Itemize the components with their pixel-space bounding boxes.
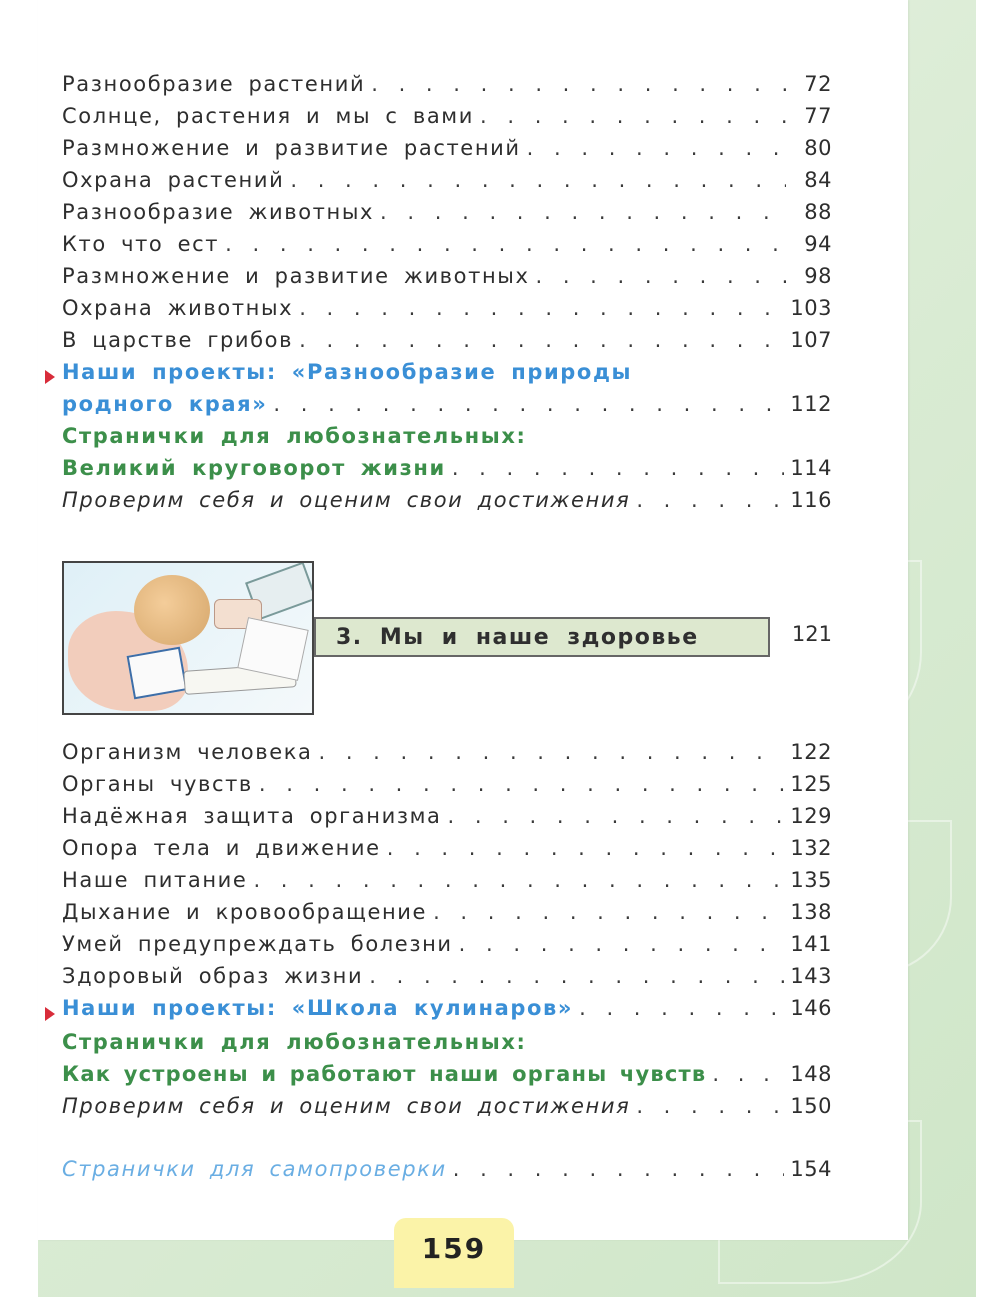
toc-entry[interactable] (62, 964, 832, 996)
toc-entry[interactable] (62, 804, 832, 836)
page-number-tab (394, 1218, 514, 1288)
toc-entry-page: 80 (804, 136, 832, 160)
toc-entry[interactable] (62, 328, 832, 360)
toc-entry-title: Проверим себя и оценим свои достижения (62, 488, 631, 512)
toc-entry[interactable] (62, 264, 832, 296)
toc-entry-page: 154 (790, 1157, 832, 1181)
toc-entry-page: 141 (790, 932, 832, 956)
toc-entry-title: Проверим себя и оценим свои достижения (62, 1094, 631, 1118)
dot-leader (452, 456, 785, 480)
dot-leader (371, 72, 786, 96)
toc-entry-title: Здоровый образ жизни (62, 964, 364, 988)
toc-entry[interactable] (62, 168, 832, 200)
toc-entry-page: 129 (790, 804, 832, 828)
toc-entry-page: 94 (804, 232, 832, 256)
dot-leader (225, 232, 786, 256)
toc-entry-title: Солнце, растения и мы с вами (62, 104, 474, 128)
project-entry[interactable] (62, 392, 832, 424)
toc-entry[interactable] (62, 836, 832, 868)
check-entry[interactable] (62, 488, 832, 520)
toc-entry-title: Великий круговорот жизни (62, 456, 446, 480)
section-title[interactable]: 3. Мы и наше здоровье (314, 617, 770, 657)
toc-entry-title: Кто что ест (62, 232, 220, 256)
toc-entry[interactable] (62, 868, 832, 900)
toc-entry-page: 150 (790, 1094, 832, 1118)
toc-entry[interactable] (62, 136, 832, 168)
toc-entry-title: Охрана растений (62, 168, 285, 192)
dot-leader (253, 868, 784, 892)
project-marker-icon (45, 370, 55, 384)
toc-entry[interactable] (62, 72, 832, 104)
toc-entry-title: родного края» (62, 392, 268, 416)
dot-leader (636, 488, 784, 512)
dot-leader (448, 804, 785, 828)
toc-entry-title: Надёжная защита организма (62, 804, 442, 828)
toc-entry[interactable] (62, 772, 832, 804)
dot-leader (433, 900, 784, 924)
project-marker-icon (45, 1007, 55, 1021)
curious-entry-line1[interactable]: Странички для любознательных: (62, 1030, 527, 1054)
toc-entry[interactable] (62, 296, 832, 328)
toc-entry-page: 143 (790, 964, 832, 988)
toc-entry-title: Дыхание и кровообращение (62, 900, 428, 924)
dot-leader (299, 296, 784, 320)
toc-entry-title: Органы чувств (62, 772, 253, 796)
toc-entry-page: 135 (790, 868, 832, 892)
toc-entry-page: 77 (804, 104, 832, 128)
toc-entry[interactable] (62, 932, 832, 964)
toothpaste-box-image (127, 647, 188, 700)
toc-entry-title: Охрана животных (62, 296, 294, 320)
toc-entry-title: Как устроены и работают наши органы чувств (62, 1062, 707, 1086)
toc-entry[interactable] (62, 232, 832, 264)
section-illustration (62, 561, 314, 715)
toc-entry-page: 148 (790, 1062, 832, 1086)
toc-entry-title: Организм человека (62, 740, 313, 764)
dot-leader (480, 104, 786, 128)
dot-leader (380, 200, 786, 224)
dot-leader (459, 932, 785, 956)
page-number: 159 (421, 1232, 487, 1265)
dot-leader (387, 836, 785, 860)
toc-entry-page: 84 (804, 168, 832, 192)
curious-entry[interactable] (62, 1062, 832, 1094)
curious-entry-line1[interactable]: Странички для любознательных: (62, 424, 527, 448)
toc-entry[interactable] (62, 200, 832, 232)
toc-entry-page: 122 (790, 740, 832, 764)
toc-entry-page: 138 (790, 900, 832, 924)
project-entry-line1[interactable]: Наши проекты: «Разнообразие природы (62, 360, 633, 384)
toc-entry-page: 116 (790, 488, 832, 512)
toc-entry-title: Наше питание (62, 868, 248, 892)
soap-image (134, 575, 210, 645)
toc-entry-page: 114 (790, 456, 832, 480)
dot-leader (299, 328, 784, 352)
toc-entry[interactable] (62, 900, 832, 932)
toc-entry-page: 146 (790, 996, 832, 1020)
toc-entry-title: Разнообразие растений (62, 72, 366, 96)
self-check-entry[interactable] (62, 1157, 832, 1189)
toc-entry-page: 112 (790, 392, 832, 416)
toc-entry-page: 125 (790, 772, 832, 796)
dot-leader (579, 996, 784, 1020)
toc-entry-title: Размножение и развитие животных (62, 264, 530, 288)
dot-leader (290, 168, 786, 192)
toc-entry-page: 98 (804, 264, 832, 288)
toc-entry-title: Странички для самопроверки (62, 1157, 447, 1181)
toc-entry-title: Опора тела и движение (62, 836, 381, 860)
toc-entry[interactable] (62, 740, 832, 772)
toc-entry-page: 132 (790, 836, 832, 860)
dot-leader (527, 136, 786, 160)
dot-leader (636, 1094, 784, 1118)
toc-entry-page: 103 (790, 296, 832, 320)
dot-leader (712, 1062, 784, 1086)
toc-entry-title: Умей предупреждать болезни (62, 932, 453, 956)
toc-entry-title: Наши проекты: «Школа кулинаров» (62, 996, 574, 1020)
curious-entry[interactable] (62, 456, 832, 488)
toc-entry-title: Размножение и развитие растений (62, 136, 521, 160)
toc-entry-title: Разнообразие животных (62, 200, 375, 224)
dot-leader (273, 392, 784, 416)
toc-entry-page: 88 (804, 200, 832, 224)
toc-entry-page: 107 (790, 328, 832, 352)
toc-entry[interactable] (62, 104, 832, 136)
project-entry[interactable] (62, 996, 832, 1028)
dot-leader (259, 772, 784, 796)
section-page-number: 121 (791, 622, 832, 646)
dot-leader (535, 264, 786, 288)
toc-entry-title: В царстве грибов (62, 328, 294, 352)
dot-leader (453, 1157, 785, 1181)
check-entry[interactable] (62, 1094, 832, 1126)
dot-leader (369, 964, 784, 988)
toc-entry-page: 72 (804, 72, 832, 96)
dot-leader (318, 740, 784, 764)
